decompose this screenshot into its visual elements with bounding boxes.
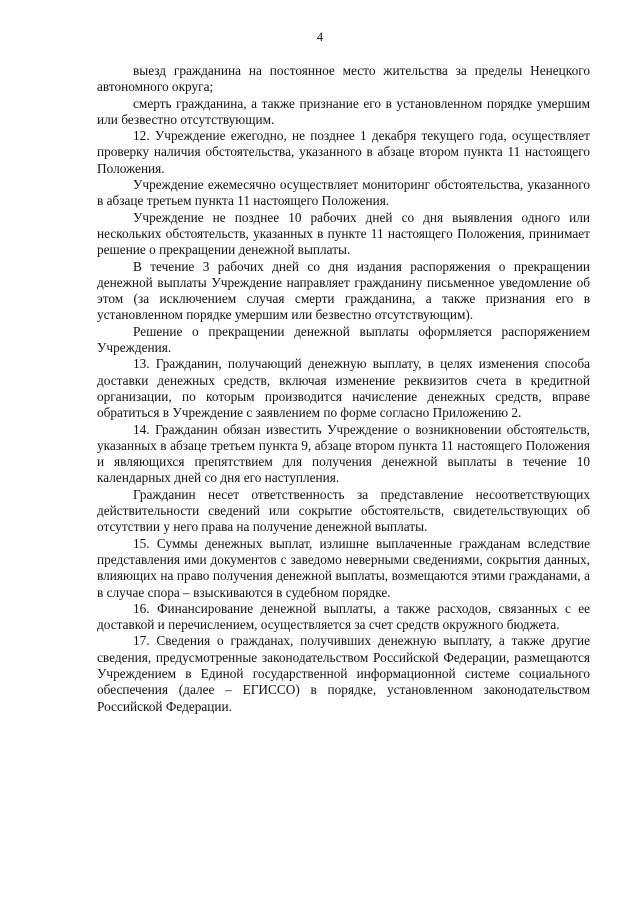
paragraph: Учреждение не позднее 10 рабочих дней со дня выявления одного или нескольких обстоятельств, указанных в пункте 11 настоящего Положения, принимает решение о прекращении денежной выплаты. (97, 209, 590, 258)
paragraph: Решение о прекращении денежной выплаты оформляется распоряжением Учреждения. (97, 323, 590, 356)
paragraph-clause-17: 17. Сведения о гражданах, получивших денежную выплату, а также другие сведения, предусмотренные законодательством Российской Федерации, размещаются Учреждением в Единой государственной информационной системе социального обеспечения (далее – ЕГИССО) в порядке, установленном законодательством Российской Федерации. (97, 633, 590, 714)
paragraph: В течение 3 рабочих дней со дня издания распоряжения о прекращении денежной выплаты Учреждение направляет гражданину письменное уведомление об этом (за исключением случая смерти гражданина, а также признания его в установленном порядке умершим или безвестно отсутствующим). (97, 258, 590, 323)
paragraph: Гражданин несет ответственность за представление несоответствующих действительности сведений или сокрытие обстоятельств, свидетельствующих об отсутствии у него права на получение денежной выплаты. (97, 486, 590, 535)
paragraph: Учреждение ежемесячно осуществляет мониторинг обстоятельства, указанного в абзаце третьем пункта 11 настоящего Положения. (97, 177, 590, 209)
paragraph: смерть гражданина, а также признание его в установленном порядке умершим или безвестно отсутствующим. (97, 95, 590, 127)
paragraph-clause-14: 14. Гражданин обязан известить Учреждение о возникновении обстоятельств, указанных в абзаце третьем пункта 9, абзаце втором пункта 11 настоящего Положения и являющихся препятствием для получения денежной выплаты в течение 10 календарных дней со дня его наступления. (97, 421, 590, 486)
paragraph-clause-12: 12. Учреждение ежегодно, не позднее 1 декабря текущего года, осуществляет проверку наличия обстоятельства, указанного в абзаце втором пункта 11 настоящего Положения. (97, 128, 590, 176)
paragraph: выезд гражданина на постоянное место жительства за пределы Ненецкого автономного округа; (97, 63, 590, 95)
document-body (97, 63, 590, 715)
paragraph-clause-13: 13. Гражданин, получающий денежную выплату, в целях изменения способа доставки денежных средств, включая изменение реквизитов счета в кредитной организации, по которым производится начисление денежных средств, вправе обратиться в Учреждение с заявлением по форме согласно Приложению 2. (97, 356, 590, 421)
page-number: 4 (316, 30, 324, 44)
paragraph-clause-16: 16. Финансирование денежной выплаты, а также расходов, связанных с ее доставкой и перечислением, осуществляется за счет средств окружного бюджета. (97, 600, 590, 633)
paragraph-clause-15: 15. Суммы денежных выплат, излишне выплаченные гражданам вследствие представления ими документов с заведомо неверными сведениями, сокрытия данных, влияющих на право получения денежной выплаты, возмещаются этими гражданами, а в случае спора – взыскиваются в судебном порядке. (97, 535, 590, 600)
